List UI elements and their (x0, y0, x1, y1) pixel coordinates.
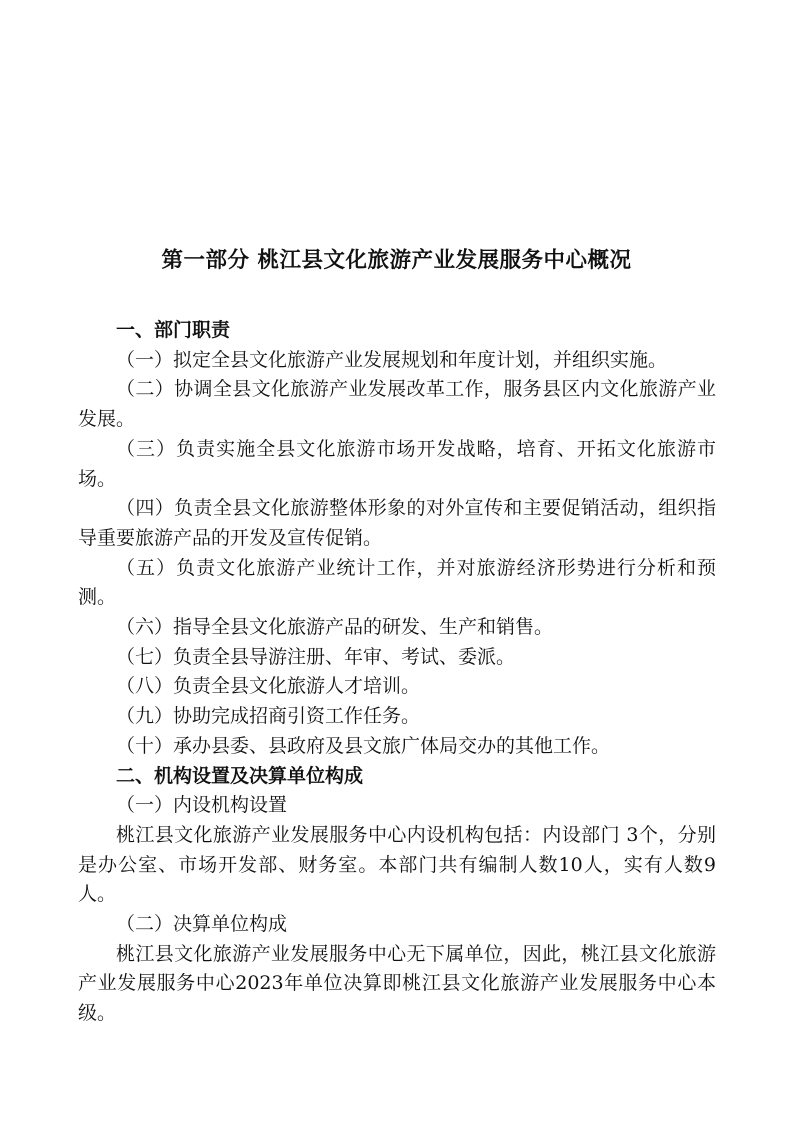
duty-item-10: （十）承办县委、县政府及县文旅广体局交办的其他工作。 (116, 734, 611, 757)
subsection-heading-units: （二）决算单位构成 (116, 913, 288, 936)
structure-paragraph-internal: 桃江县文化旅游产业发展服务中心内设机构包括：内设部门 3个，分别是办公室、市场开发部、财务室。本部门共有编制人数10人，实有人数9人。 (78, 823, 716, 906)
duty-item-8: （八）负责全县文化旅游人才培训。 (116, 675, 421, 698)
page-title: 第一部分 桃江县文化旅游产业发展服务中心概况 (161, 248, 632, 273)
duty-item-6: （六）指导全县文化旅游产品的研发、生产和销售。 (116, 616, 554, 639)
duty-item-5: （五）负责文化旅游产业统计工作，并对旅游经济形势进行分析和预测。 (78, 556, 716, 609)
structure-paragraph-units: 桃江县文化旅游产业发展服务中心无下属单位，因此，桃江县文化旅游产业发展服务中心2023年单位决算即桃江县文化旅游产业发展服务中心本级。 (78, 942, 716, 1025)
duty-item-3: （三）负责实施全县文化旅游市场开发战略，培育、开拓文化旅游市场。 (78, 437, 716, 490)
duty-item-4: （四）负责全县文化旅游整体形象的对外宣传和主要促销活动，组织指导重要旅游产品的开发及宣传促销。 (78, 497, 716, 549)
duty-item-9: （九）协助完成招商引资工作任务。 (116, 705, 421, 728)
duty-item-7: （七）负责全县导游注册、年审、考试、委派。 (116, 645, 516, 668)
duty-item-1: （一）拟定全县文化旅游产业发展规划和年度计划，并组织实施。 (116, 348, 668, 371)
section-heading-structure: 二、机构设置及决算单位构成 (116, 764, 364, 787)
duty-item-2: （二）协调全县文化旅游产业发展改革工作，服务县区内文化旅游产业发展。 (78, 378, 716, 431)
section-heading-duties: 一、部门职责 (116, 319, 231, 341)
subsection-heading-internal: （一）内设机构设置 (116, 794, 288, 817)
document-body (78, 316, 716, 1029)
